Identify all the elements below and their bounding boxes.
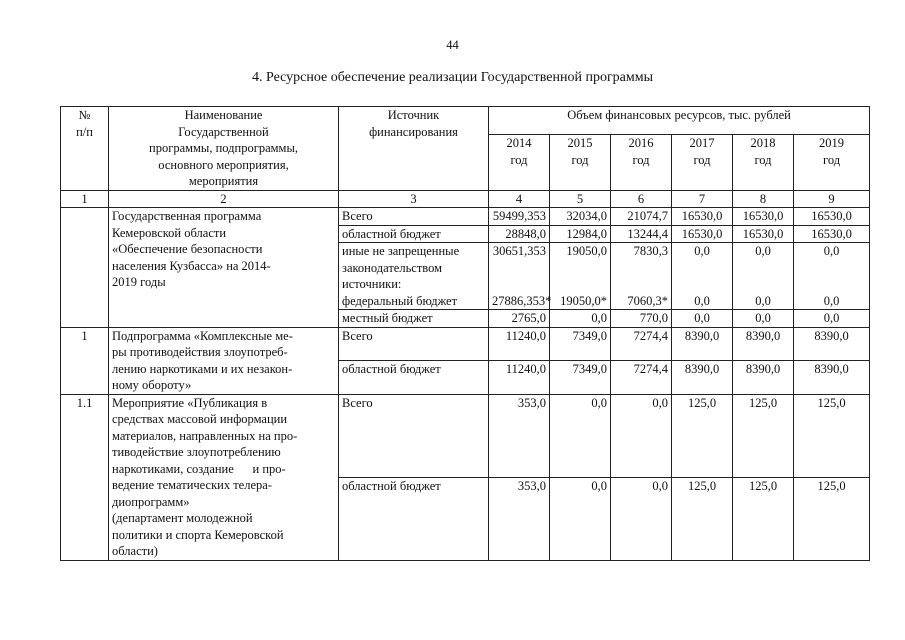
value: 0,0	[823, 244, 840, 258]
value-cell	[733, 361, 794, 395]
header-name: Наименование Государственной программы, подпрограммы, основного мероприятия, мероприятия	[109, 107, 339, 191]
row-name-line: Подпрограмма «Комплексные ме-	[112, 328, 293, 343]
value-cell	[672, 243, 733, 293]
source-label	[339, 310, 489, 328]
header-year: 2019 год	[794, 135, 870, 190]
row-name	[109, 327, 339, 394]
value: 353,0	[517, 478, 546, 493]
value-cell	[733, 243, 794, 293]
row-name-line: Государственная программа	[112, 209, 262, 223]
value: 8390,0	[745, 362, 781, 376]
value-cell	[794, 327, 870, 361]
row-name-line: Мероприятие «Публикация в	[112, 395, 268, 410]
source-label-line: Всего	[342, 209, 373, 223]
value-cell	[550, 293, 611, 310]
row-name-line: тиводействие злоупотреблению	[112, 445, 281, 459]
value-cell	[611, 208, 672, 226]
source-label-line: местный бюджет	[342, 311, 433, 325]
value: 125,0	[687, 395, 717, 410]
row-name-line: области)	[112, 544, 158, 558]
value: 7349,0	[572, 328, 607, 343]
value-cell	[733, 477, 794, 560]
source-label	[339, 477, 489, 560]
value-cell	[794, 208, 870, 226]
source-label-line: иные не запрещенные	[342, 244, 460, 258]
value: 11240,0	[505, 328, 546, 343]
col-number: 7	[672, 190, 733, 208]
value: 7349,0	[572, 362, 607, 376]
header-num: № п/п	[61, 107, 109, 191]
source-label	[339, 327, 489, 361]
value-cell	[672, 225, 733, 243]
header-year: 2014 год	[489, 135, 550, 190]
value: 7274,4	[633, 362, 668, 376]
value-cell	[672, 361, 733, 395]
header-year: 2018 год	[733, 135, 794, 190]
value: 125,0	[817, 395, 846, 410]
value-cell	[489, 477, 550, 560]
col-number: 5	[550, 190, 611, 208]
page-number: 44	[446, 38, 459, 52]
value-cell	[794, 293, 870, 310]
header-volume: Объем финансовых ресурсов, тыс. рублей	[489, 107, 870, 135]
row-name-line: ведение тематических телера-	[112, 478, 272, 492]
row-name-line: материалов, направленных на про-	[112, 428, 298, 443]
value: 16530,0	[681, 209, 723, 223]
value-cell	[794, 394, 870, 477]
source-label-line: Всего	[342, 395, 373, 410]
value: 125,0	[748, 478, 778, 493]
value: 21074,7	[627, 209, 668, 223]
value-cell	[794, 225, 870, 243]
value-cell	[794, 243, 870, 293]
value-cell	[550, 361, 611, 395]
table-row	[61, 208, 870, 226]
value: 125,0	[748, 395, 778, 410]
value-cell	[550, 208, 611, 226]
value: 16530,0	[742, 209, 784, 223]
value: 28848,0	[505, 226, 546, 241]
col-number: 2	[109, 190, 339, 208]
col-number: 4	[489, 190, 550, 208]
table-row	[61, 394, 870, 477]
value-cell	[489, 327, 550, 361]
row-name-line: населения Кузбасса» на 2014-	[112, 258, 271, 273]
row-name-line: Кемеровской области	[112, 225, 227, 240]
value-cell	[672, 327, 733, 361]
value: 0,0	[694, 293, 710, 308]
source-label	[339, 225, 489, 243]
value-cell	[672, 394, 733, 477]
value-cell	[611, 225, 672, 243]
value-cell	[550, 225, 611, 243]
row-name-line: ному обороту»	[112, 378, 192, 392]
row-name	[109, 208, 339, 328]
header-row-1	[61, 107, 870, 135]
value: 125,0	[817, 478, 846, 493]
col-number: 6	[611, 190, 672, 208]
row-name-line: лению наркотиками и их незакон-	[112, 361, 293, 376]
value: 13244,4	[627, 226, 668, 241]
value: 8390,0	[745, 328, 781, 343]
value: 0,0	[652, 478, 668, 493]
row-name-line: (департамент молодежной	[112, 511, 253, 525]
value-cell	[733, 208, 794, 226]
row-name-line: «Обеспечение безопасности	[112, 242, 263, 256]
value-cell	[733, 394, 794, 477]
value: 16530,0	[681, 226, 723, 241]
value: 8390,0	[684, 328, 720, 343]
value: 0,0	[755, 244, 771, 258]
row-name-line: средствах массовой информации	[112, 412, 288, 426]
col-number: 8	[733, 190, 794, 208]
value-cell	[611, 327, 672, 361]
source-label	[339, 208, 489, 226]
value-cell	[550, 243, 611, 293]
value-cell	[489, 361, 550, 395]
value: 353,0	[517, 395, 546, 410]
value-cell	[794, 310, 870, 328]
value-cell	[611, 477, 672, 560]
row-name-line: наркотиками, создание и про-	[112, 461, 286, 476]
value: 125,0	[687, 478, 717, 493]
value-cell	[733, 225, 794, 243]
value-cell	[550, 310, 611, 328]
value-cell	[489, 225, 550, 243]
header-source: Источник финансирования	[339, 107, 489, 191]
value: 19050,0*	[560, 293, 607, 308]
value-cell	[733, 293, 794, 310]
value-cell	[794, 477, 870, 560]
table-title: 4. Ресурсное обеспечение реализации Государственной программы	[251, 70, 654, 85]
value-cell	[489, 293, 550, 310]
col-number: 9	[794, 190, 870, 208]
value-cell	[794, 361, 870, 395]
value: 59499,353	[492, 209, 546, 223]
value-cell	[489, 208, 550, 226]
value-cell	[489, 243, 550, 293]
value-cell	[733, 310, 794, 328]
value: 2765,0	[511, 311, 546, 325]
value-cell	[672, 208, 733, 226]
value-cell	[611, 361, 672, 395]
value: 8390,0	[684, 362, 720, 376]
row-number	[61, 208, 109, 328]
row-number: 1.1	[61, 394, 109, 560]
value-cell	[733, 327, 794, 361]
value-cell	[489, 394, 550, 477]
value-cell	[611, 293, 672, 310]
table-row	[61, 327, 870, 361]
value-cell	[611, 243, 672, 293]
source-label-line: Всего	[342, 328, 373, 343]
value: 0,0	[823, 293, 840, 308]
header-year: 2015 год	[550, 135, 611, 190]
value: 8390,0	[814, 362, 849, 376]
value: 8390,0	[814, 328, 849, 343]
value: 0,0	[755, 311, 771, 325]
source-label-line: областной бюджет	[342, 478, 441, 493]
value: 0,0	[823, 311, 840, 325]
col-number: 1	[61, 190, 109, 208]
header-year: 2016 год	[611, 135, 672, 190]
row-name-line: 2019 годы	[112, 275, 166, 289]
source-label-line: областной бюджет	[342, 226, 441, 241]
source-label	[339, 243, 489, 293]
value-cell	[550, 327, 611, 361]
value: 0,0	[652, 395, 668, 410]
resource-table	[60, 106, 870, 561]
value-cell	[550, 394, 611, 477]
source-label	[339, 293, 489, 310]
value: 0,0	[694, 244, 710, 258]
value: 0,0	[591, 478, 607, 493]
value: 16530,0	[811, 226, 852, 241]
row-name-line: политики и спорта Кемеровской	[112, 527, 284, 542]
col-number: 3	[339, 190, 489, 208]
value: 7830,3	[633, 244, 668, 258]
value-cell	[611, 394, 672, 477]
source-label	[339, 394, 489, 477]
value-cell	[672, 477, 733, 560]
source-label-line: федеральный бюджет	[342, 293, 458, 308]
header-year: 2017 год	[672, 135, 733, 190]
value-cell	[611, 310, 672, 328]
value: 12984,0	[566, 226, 607, 241]
source-label-line: законодательством	[342, 260, 443, 275]
source-label	[339, 361, 489, 395]
row-number: 1	[61, 327, 109, 394]
value: 16530,0	[811, 209, 852, 223]
value: 16530,0	[742, 226, 784, 241]
column-numbers-row	[61, 190, 870, 208]
value: 7060,3*	[627, 293, 668, 308]
value: 0,0	[591, 395, 607, 410]
value: 7274,4	[633, 328, 668, 343]
source-label-line: областной бюджет	[342, 362, 441, 376]
value-cell	[489, 310, 550, 328]
value: 19050,0	[566, 244, 607, 258]
value: 770,0	[639, 311, 668, 325]
value: 32034,0	[566, 209, 607, 223]
row-name-line: диопрограмм»	[112, 494, 190, 509]
value: 11240,0	[505, 362, 546, 376]
source-label-line: источники:	[342, 277, 402, 291]
value-cell	[550, 477, 611, 560]
value: 0,0	[694, 311, 710, 325]
value: 30651,353	[492, 244, 546, 258]
value: 27886,353*	[492, 293, 552, 308]
table-body	[61, 208, 870, 561]
value: 0,0	[755, 293, 771, 308]
row-name-line: ры противодействия злоупотреб-	[112, 345, 288, 359]
row-name	[109, 394, 339, 560]
value: 0,0	[591, 311, 607, 325]
value-cell	[672, 293, 733, 310]
value-cell	[672, 310, 733, 328]
